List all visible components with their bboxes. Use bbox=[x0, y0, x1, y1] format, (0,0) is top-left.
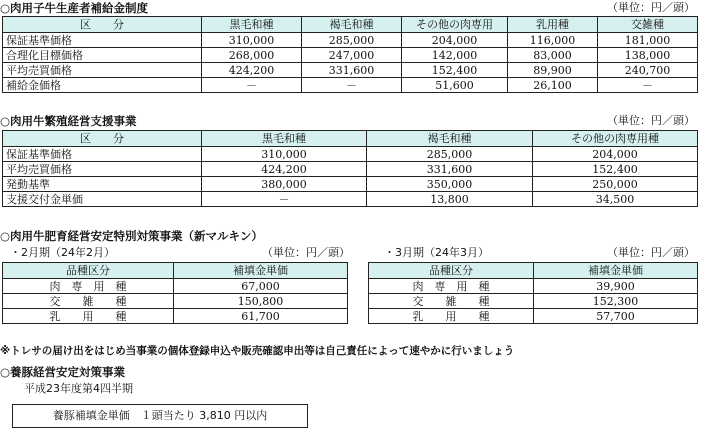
table-cell: 310,000 bbox=[202, 147, 367, 162]
table-row bbox=[369, 279, 698, 294]
table-cell: 424,200 bbox=[202, 63, 302, 78]
table-cell: 285,000 bbox=[302, 33, 402, 48]
table-cell: 150,800 bbox=[174, 294, 348, 309]
traceability-note: ※トレサの届け出をはじめ当事業の個体登録申込や販売確認申出等は自己責任によって速やかに行いましょう bbox=[0, 345, 515, 357]
table-cell: 250,000 bbox=[533, 177, 698, 192]
period-label-quarter: 平成23年度第4四半期 bbox=[24, 382, 133, 395]
table-row bbox=[3, 279, 348, 294]
table-cell: 204,000 bbox=[533, 147, 698, 162]
table-row bbox=[3, 48, 698, 63]
table-cell: 26,100 bbox=[508, 78, 598, 93]
column-header: 褐毛和種 bbox=[302, 17, 402, 33]
table-cell: － bbox=[202, 78, 302, 93]
row-label: 平均売買価格 bbox=[3, 162, 202, 177]
table-cell: 181,000 bbox=[598, 33, 698, 48]
table-cell: 138,000 bbox=[598, 48, 698, 63]
row-label: 乳 用 種 bbox=[3, 309, 174, 324]
table-cell: － bbox=[598, 78, 698, 93]
unit-label: （単位：円／頭） bbox=[607, 114, 695, 127]
row-label: 合理化目標価格 bbox=[3, 48, 202, 63]
table-cell: 67,000 bbox=[174, 279, 348, 294]
table-cell: 247,000 bbox=[302, 48, 402, 63]
table-row bbox=[3, 192, 698, 207]
table-cell: 39,900 bbox=[534, 279, 698, 294]
table-row bbox=[369, 294, 698, 309]
table-row bbox=[3, 162, 698, 177]
row-label: 肉 専 用 種 bbox=[3, 279, 174, 294]
table-cell: 57,700 bbox=[534, 309, 698, 324]
row-label: 発動基準 bbox=[3, 177, 202, 192]
row-label: 保証基準価格 bbox=[3, 147, 202, 162]
column-header: 黒毛和種 bbox=[202, 17, 302, 33]
row-label: 乳 用 種 bbox=[369, 309, 534, 324]
column-header: 区 分 bbox=[3, 131, 202, 147]
table-cell: 152,300 bbox=[534, 294, 698, 309]
table-cell: 142,000 bbox=[402, 48, 508, 63]
section-title-pig-stabilization: ○養豚経営安定対策事業 bbox=[0, 365, 126, 379]
table-row bbox=[3, 294, 348, 309]
february-payment-table bbox=[2, 262, 348, 324]
column-header: 区 分 bbox=[3, 17, 202, 33]
table-cell: 240,700 bbox=[598, 63, 698, 78]
column-header: 褐毛和種 bbox=[367, 131, 533, 147]
table-cell: 116,000 bbox=[508, 33, 598, 48]
section-title-breeding-support: ○肉用牛繁殖経営支援事業 bbox=[0, 114, 137, 128]
table-cell: 13,800 bbox=[367, 192, 533, 207]
table-row bbox=[369, 309, 698, 324]
row-label: 交 雑 種 bbox=[3, 294, 174, 309]
row-label: 支援交付金単価 bbox=[3, 192, 202, 207]
row-label: 補給金価格 bbox=[3, 78, 202, 93]
column-header: 補填金単価 bbox=[534, 263, 698, 279]
table-cell: 268,000 bbox=[202, 48, 302, 63]
table-row bbox=[3, 63, 698, 78]
column-header: 交雑種 bbox=[598, 17, 698, 33]
table-cell: 331,600 bbox=[367, 162, 533, 177]
table-row bbox=[3, 147, 698, 162]
unit-label: （単位：円／頭） bbox=[262, 246, 350, 259]
table-row bbox=[3, 177, 698, 192]
column-header: 黒毛和種 bbox=[202, 131, 367, 147]
column-header: 品種区分 bbox=[369, 263, 534, 279]
table-cell: 51,600 bbox=[402, 78, 508, 93]
period-label-march: ・3月期（24年3月） bbox=[384, 246, 489, 259]
table-cell: 152,400 bbox=[533, 162, 698, 177]
row-label: 交 雑 種 bbox=[369, 294, 534, 309]
table-cell: 380,000 bbox=[202, 177, 367, 192]
table-row bbox=[3, 309, 348, 324]
row-label: 平均売買価格 bbox=[3, 63, 202, 78]
table-cell: 285,000 bbox=[367, 147, 533, 162]
march-payment-table bbox=[368, 262, 698, 324]
unit-label: （単位：円／頭） bbox=[607, 246, 695, 259]
table-cell: 310,000 bbox=[202, 33, 302, 48]
section-title-calf-subsidy: ○肉用子牛生産者補給金制度 bbox=[0, 1, 149, 15]
unit-label: （単位：円／頭） bbox=[607, 1, 695, 14]
breeding-support-table bbox=[2, 130, 698, 207]
column-header: 品種区分 bbox=[3, 263, 174, 279]
period-label-february: ・2月期（24年2月） bbox=[10, 246, 115, 259]
table-cell: 61,700 bbox=[174, 309, 348, 324]
row-label: 保証基準価格 bbox=[3, 33, 202, 48]
table-cell: 83,000 bbox=[508, 48, 598, 63]
row-label: 肉 専 用 種 bbox=[369, 279, 534, 294]
table-cell: 34,500 bbox=[533, 192, 698, 207]
section-title-fattening-stabilization: ○肉用牛肥育経営安定特別対策事業（新マルキン） bbox=[0, 229, 263, 243]
column-header: その他の肉専用 bbox=[402, 17, 508, 33]
table-cell: 152,400 bbox=[402, 63, 508, 78]
column-header: その他の肉専用種 bbox=[533, 131, 698, 147]
table-row bbox=[3, 33, 698, 48]
column-header: 乳用種 bbox=[508, 17, 598, 33]
table-cell: － bbox=[302, 78, 402, 93]
calf-subsidy-table bbox=[2, 16, 698, 93]
table-cell: － bbox=[202, 192, 367, 207]
table-cell: 350,000 bbox=[367, 177, 533, 192]
table-cell: 89,900 bbox=[508, 63, 598, 78]
table-cell: 204,000 bbox=[402, 33, 508, 48]
pig-payment-box: 養豚補填金単価 １頭当たり 3,810 円以内 bbox=[12, 404, 308, 428]
table-row bbox=[3, 78, 698, 93]
column-header: 補填金単価 bbox=[174, 263, 348, 279]
table-cell: 331,600 bbox=[302, 63, 402, 78]
table-cell: 424,200 bbox=[202, 162, 367, 177]
